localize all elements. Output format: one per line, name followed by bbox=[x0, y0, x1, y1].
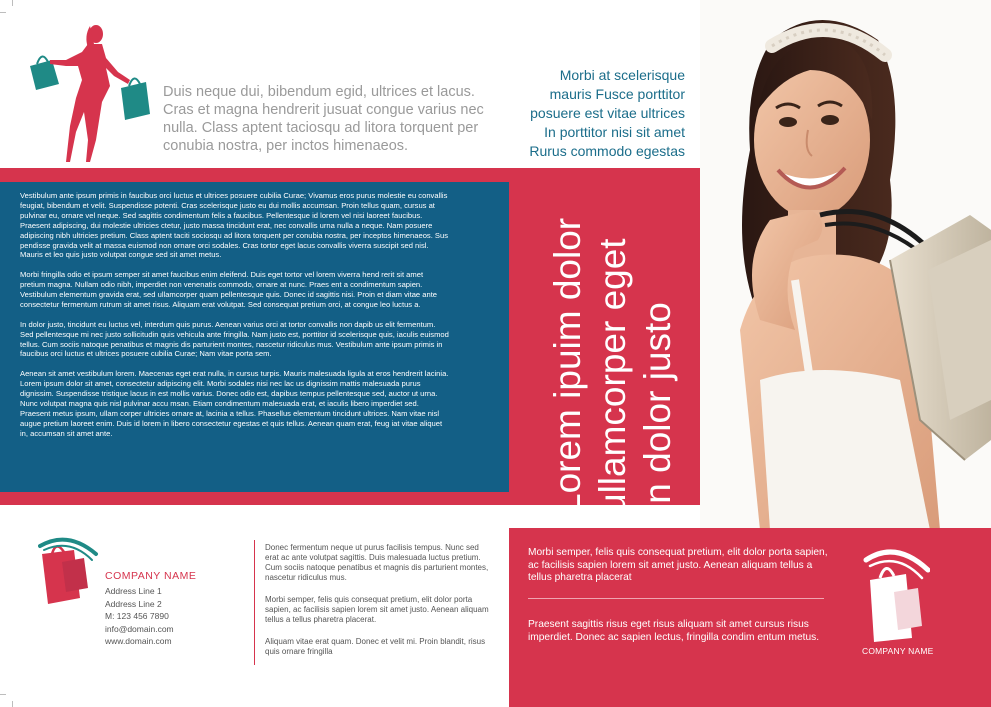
right-paragraph: Praesent sagittis risus eget risus aliquam sit amet cursus risus imperdiet. Donec ac sapien lectus, fringilla condim entum metus. bbox=[528, 619, 820, 643]
shopping-woman-silhouette-icon bbox=[26, 22, 150, 168]
address-line: Address Line 2 bbox=[105, 598, 162, 609]
crop-mark bbox=[12, 0, 13, 6]
right-column-text bbox=[528, 547, 828, 585]
logo-company-name: COMPANY NAME bbox=[862, 646, 934, 656]
body-paragraph: Morbi fringilla odio et ipsum semper sit amet faucibus enim eleifend. Duis eget tortor vel lorem viverra hend rerit sit amet pretium magna. Nullam odio nibh, imperdiet non venenatis commodo, ornare at nunc. Praes ent a condimentum sapien. Vestibulum elementum gravida erat, sed ullamcorper quam pellentesque quis. Donec id sagittis nisi. Proin et diam vitae ante consectetur fermentum rutrum sit amet risus. Aliquam erat volutpat. Sed consequat pretium orci, at congue leo luctus a. bbox=[20, 270, 438, 309]
headline-line: Lorem ipuim dolor bbox=[547, 217, 588, 514]
phone-number: M: 123 456 7890 bbox=[105, 611, 169, 621]
headline-line: ullamcorper eget bbox=[592, 238, 633, 514]
middle-paragraph: Morbi semper, felis quis consequat pretium, elit dolor porta sapien, ac facilisis sapien lorem sit amet justo. Aenean aliquam tellus a tellus pharetra placerat. bbox=[265, 595, 489, 624]
highlight-line: posuere est vitae ultrices bbox=[530, 105, 685, 121]
right-column-text-2 bbox=[528, 609, 828, 654]
shopping-bag-logo-icon bbox=[860, 544, 930, 644]
right-column-rule bbox=[528, 598, 824, 599]
highlight-line: Rurus commodo egestas bbox=[529, 143, 685, 159]
body-paragraph: In dolor justo, tincidunt eu luctus vel, interdum quis purus. Aenean varius orci at tortor convallis non dapib us elit fermentum. Sed pellentesque mi nec justo sollicitudin quis vehicula ante fringilla. Nam justo est, porttitor id scelerisque quis, iaculis euismod tellus. Cum sociis natoque penatibus et magnis dis parturient montes, nascetur ridiculus mus. Vestibulum ante ipsum primis in faucibus orci luctus et ultrices posuere cubilia Curae; Nam vitae porta sem. bbox=[20, 319, 449, 359]
middle-paragraph: Aliquam vitae erat quam. Donec et velit mi. Proin blandit, risus quis ornare fringilla bbox=[265, 637, 486, 656]
body-copy bbox=[20, 191, 450, 449]
highlight-line: mauris Fusce porttitor bbox=[549, 86, 685, 102]
crop-mark bbox=[0, 694, 6, 695]
highlight-line: Morbi at scelerisque bbox=[559, 67, 685, 83]
crop-mark bbox=[12, 701, 13, 707]
headline-line: In dolor justo bbox=[637, 302, 678, 514]
shopping-bag-logo-icon bbox=[38, 536, 100, 606]
address-line: Address Line 1 bbox=[105, 586, 162, 596]
website-url: www.domain.com bbox=[105, 636, 172, 646]
body-paragraph: Aenean sit amet vestibulum lorem. Maecenas eget erat nulla, in cursus turpis. Mauris malesuada ligula at eros hendrerit lacinia. Lorem ipsum dolor sit amet, consectetur adipiscing elit. Morbi sodales nisi nec lac us dignissim mattis malesuada purus dignissim. Suspendisse tristique lacus in est mollis varius. Donec odio est, dapibus tempus pellentesque sed, auctor ut urna. Nunc volutpat magna quis nisl pulvinar accu msan. Etiam condimentum malesuada erat, et iaculis libero imperdiet sed. Praesent metus ipsum, ullam corper ultricies ornare at, lacinia a tellus. Phasellus elementum tincidunt ultrices. Nam vitae nisl augue pretium laoreet enim. Duis id lorem in libero consectetur egestas et quis tellus. Aenean quam erat, feug iat vitae aliquet in, accumsan sit amet ante. bbox=[20, 369, 449, 438]
vertical-headline bbox=[545, 180, 685, 514]
middle-paragraph: Donec fermentum neque ut purus facilisis tempus. Nunc sed erat ac ante volutpat sagittis. Duis malesuada luctus pretium. Cum sociis natoque penatibus et magnis dis parturient montes, nascetur ridiculus mus. bbox=[265, 543, 489, 582]
body-paragraph: Vestibulum ante ipsum primis in faucibus orci luctus et ultrices posuere cubilia Curae; Vivamus eros purus molestie eu convallis feugiat, bibendum et velit. Suspendisse potenti. Cras scelerisque justo eu dui mollis accumsan. Proin tellus quam, cursus at pulvinar eu, ornare vel neque. Sed sagittis condimentum felis a faucibus. Pellentesque id lorem vel nisi laoreet faucibus. Praesent adipiscing, dui molestie ultricies ctetur, justo massa tincidunt erat, nec convallis urna nulla a neque. Nam posuere adipiscing nibh ultricies pretium. Class aptent taciti sociosqu ad litora torquent per conubia nostra, per inceptos himenaeos. Sus pendisse gravida velit at massa euismod non ornare orci sodales. Cras tortor eget lacus convallis viverra suscipit sed nisl. Mauris et leo quis justo volutpat congue sed sit amet metus. bbox=[20, 191, 449, 260]
smiling-woman-with-shopping-bags-photo bbox=[700, 0, 991, 530]
right-paragraph: Morbi semper, felis quis consequat pretium, elit dolor porta sapien, ac facilisis sapien lorem sit amet justo. Aenean aliquam tellus a tellus pharetra placerat bbox=[528, 547, 828, 583]
column-divider bbox=[254, 540, 255, 665]
highlight-lines bbox=[505, 66, 685, 161]
email-address: info@domain.com bbox=[105, 623, 174, 634]
highlight-line: In porttitor nisi sit amet bbox=[544, 124, 685, 140]
middle-column-text bbox=[265, 543, 490, 669]
company-name: COMPANY NAME bbox=[105, 570, 197, 582]
crop-mark bbox=[0, 12, 6, 13]
intro-text: Duis neque dui, bibendum egid, ultrices et lacus. Cras et magna hendrerit jusuat congue varius nec nulla. Class aptent taciosqu ad litora torquent per conubia nostra, per inctos himenaeos. bbox=[163, 84, 484, 154]
contact-block bbox=[105, 570, 255, 648]
